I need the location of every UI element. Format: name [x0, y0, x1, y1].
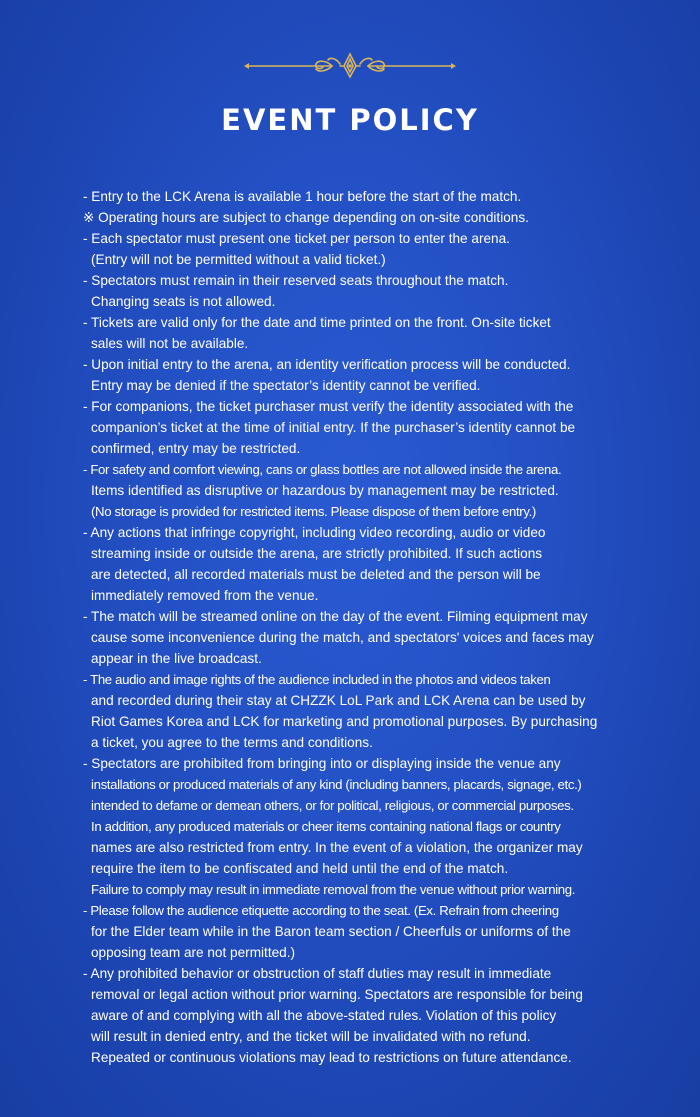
policy-list — [83, 186, 633, 1068]
policy-line: companion’s ticket at the time of initial entry. If the purchaser’s identity cannot be — [91, 420, 576, 435]
policy-line: - Any prohibited behavior or obstruction of staff duties may result in immediate — [83, 966, 552, 981]
policy-line: Entry may be denied if the spectator’s identity cannot be verified. — [91, 378, 481, 393]
policy-line: Items identified as disruptive or hazardous by management may be restricted. — [91, 483, 559, 498]
policy-line: will result in denied entry, and the ticket will be invalidated with no refund. — [91, 1029, 531, 1044]
policy-line: are detected, all recorded materials must be deleted and the person will be — [91, 567, 541, 582]
policy-line: - Any actions that infringe copyright, including video recording, audio or video — [83, 525, 546, 540]
policy-line: appear in the live broadcast. — [91, 651, 262, 666]
policy-line: for the Elder team while in the Baron team section / Cheerfuls or uniforms of the — [91, 924, 571, 939]
policy-line: immediately removed from the venue. — [91, 588, 319, 603]
policy-line: - Each spectator must present one ticket per person to enter the arena. — [83, 231, 510, 246]
policy-line: opposing team are not permitted.) — [91, 945, 296, 960]
policy-line: - The audio and image rights of the audience included in the photos and videos taken — [83, 672, 551, 687]
policy-line: (No storage is provided for restricted items. Please dispose of them before entry.) — [91, 504, 536, 519]
policy-line: - Entry to the LCK Arena is available 1 hour before the start of the match. — [83, 189, 522, 204]
policy-line: names are also restricted from entry. In the event of a violation, the organizer may — [91, 840, 583, 855]
policy-line: confirmed, entry may be restricted. — [91, 441, 301, 456]
policy-line: Riot Games Korea and LCK for marketing and promotional purposes. By purchasing — [91, 714, 598, 729]
policy-line: - For companions, the ticket purchaser must verify the identity associated with the — [83, 399, 574, 414]
policy-line: ※ Operating hours are subject to change depending on on-site conditions. — [83, 210, 529, 225]
policy-line: (Entry will not be permitted without a valid ticket.) — [91, 252, 386, 267]
policy-line: - Tickets are valid only for the date and time printed on the front. On-site ticket — [83, 315, 551, 330]
policy-line: In addition, any produced materials or cheer items containing national flags or country — [91, 819, 561, 834]
policy-line: Failure to comply may result in immediate removal from the venue without prior warning. — [91, 882, 576, 897]
policy-line: Changing seats is not allowed. — [91, 294, 276, 309]
policy-line: - For safety and comfort viewing, cans or glass bottles are not allowed inside the arena. — [83, 462, 562, 477]
gold-filigree-ornament-icon — [240, 50, 460, 80]
policy-line: - Please follow the audience etiquette according to the seat. (Ex. Refrain from cheering — [83, 903, 559, 918]
page-title: EVENT POLICY — [221, 103, 479, 137]
policy-line: streaming inside or outside the arena, are strictly prohibited. If such actions — [91, 546, 543, 561]
policy-line: a ticket, you agree to the terms and conditions. — [91, 735, 373, 750]
policy-line: intended to defame or demean others, or for political, religious, or commercial purposes. — [91, 798, 574, 813]
policy-line: Repeated or continuous violations may lead to restrictions on future attendance. — [91, 1050, 572, 1065]
policy-line: sales will not be available. — [91, 336, 249, 351]
policy-line: require the item to be confiscated and held until the end of the match. — [91, 861, 509, 876]
policy-line: - Spectators must remain in their reserved seats throughout the match. — [83, 273, 509, 288]
policy-line: - The match will be streamed online on the day of the event. Filming equipment may — [83, 609, 588, 624]
policy-line: removal or legal action without prior warning. Spectators are responsible for being — [91, 987, 583, 1002]
policy-line: - Spectators are prohibited from bringing into or displaying inside the venue any — [83, 756, 561, 771]
policy-line: cause some inconvenience during the match, and spectators' voices and faces may — [91, 630, 594, 645]
policy-line: aware of and complying with all the above-stated rules. Violation of this policy — [91, 1008, 557, 1023]
policy-line: installations or produced materials of any kind (including banners, placards, signage, etc.) — [91, 777, 582, 792]
policy-line: and recorded during their stay at CHZZK LoL Park and LCK Arena can be used by — [91, 693, 586, 708]
policy-line: - Upon initial entry to the arena, an identity verification process will be conducted. — [83, 357, 571, 372]
